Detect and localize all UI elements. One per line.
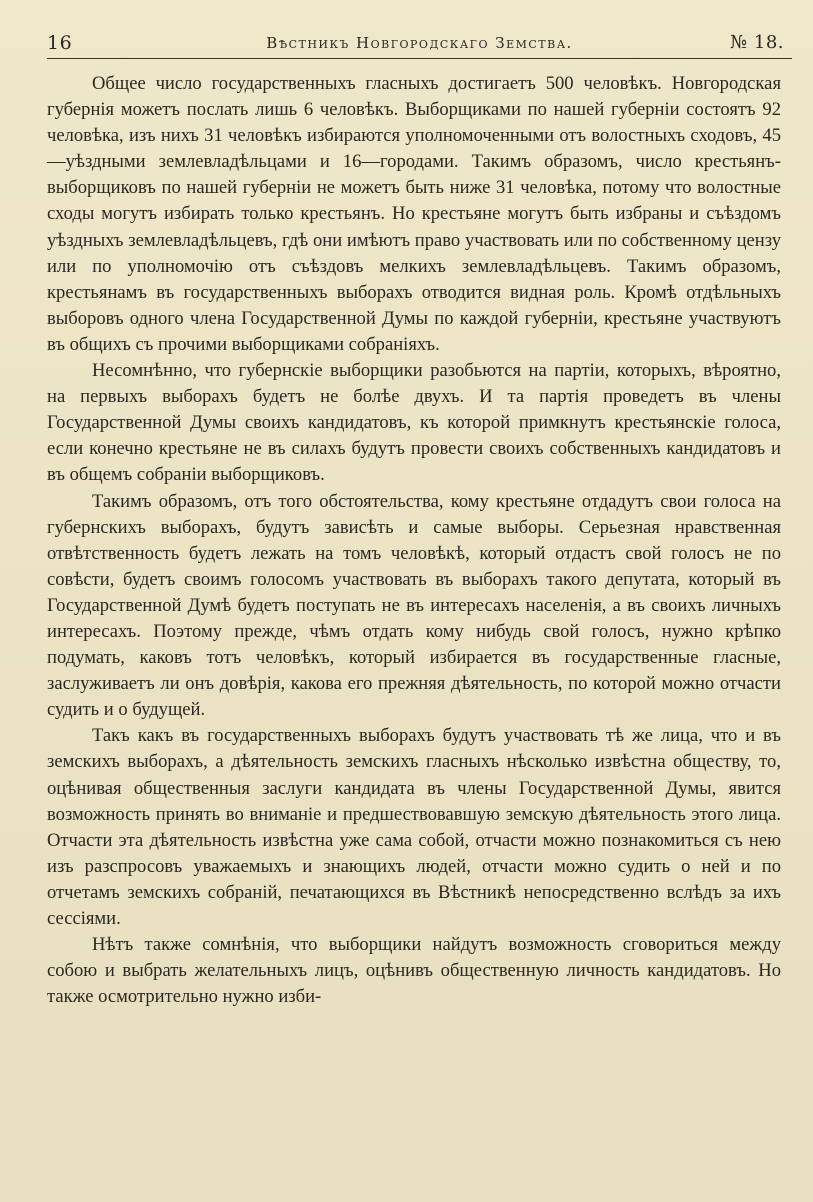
paragraph: Несомнѣнно, что губернскіе выборщики разобьются на партіи, которыхъ, вѣроятно, на первыхъ выборахъ будетъ не болѣе двухъ. И та партія проведетъ въ члены Государственной Думы своихъ кандидатовъ, къ которой примкнутъ крестьянскіе голоса, если конечно крестьяне не въ силахъ будутъ провести своихъ собственныхъ кандидатовъ и въ общемъ собраніи выборщиковъ.	[47, 360, 781, 486]
article-body	[47, 71, 781, 1010]
journal-title: Вѣстникъ Новгородскаго Земства.	[266, 34, 573, 52]
paragraph: Такимъ образомъ, отъ того обстоятельства, кому крестьяне отдадутъ свои голоса на губернскихъ выборахъ, будутъ зависѣть и самые выборы. Серьезная нравственная отвѣтственность будетъ лежать на томъ человѣкѣ, который отдастъ свой голосъ не по совѣсти, будетъ своимъ голосомъ участвовать въ выборахъ такого депутата, который въ Государственной Думѣ будетъ поступать не въ интересахъ населенія, а въ своихъ личныхъ интересахъ. Поэтому прежде, чѣмъ отдать кому нибудь свой голосъ, нужно крѣпко подумать, каковъ тотъ человѣкъ, который избирается въ государственные гласные, заслуживаетъ ли онъ довѣрія, какова его прежняя дѣятельность, по которой можно отчасти судить и о будущей.	[47, 490, 781, 721]
issue-number: № 18.	[730, 32, 784, 53]
paragraph: Общее число государственныхъ гласныхъ достигаетъ 500 человѣкъ. Новгородская губернія можетъ послать лишь 6 человѣкъ. Выборщиками по нашей губерніи состоятъ 92 человѣка, изъ нихъ 31 человѣкъ избираются уполномоченными отъ волостныхъ сходовъ, 45—уѣздными землевладѣльцами и 16—городами. Такимъ образомъ, число крестьянъ-выборщиковъ по нашей губерніи не можетъ быть ниже 31 человѣка, потому что волостные сходы могутъ избирать только крестьянъ. Но крестьяне могутъ быть избраны и съѣздомъ уѣздныхъ землевладѣльцевъ, гдѣ они имѣютъ право участвовать или по собственному цензу или по уполномочію отъ съѣздовъ мелкихъ землевладѣльцевъ. Такимъ образомъ, крестьянамъ въ государственныхъ выборахъ отводится видная роль. Кромѣ отдѣльныхъ выборовъ одного члена Государственной Думы по каждой губерніи, крестьяне участвуютъ въ общихъ съ прочими выборщиками собраніяхъ.	[47, 73, 781, 355]
running-header	[47, 30, 792, 59]
paragraph: Такъ какъ въ государственныхъ выборахъ будутъ участвовать тѣ же лица, что и въ земскихъ выборахъ, а дѣятельность земскихъ гласныхъ нѣсколько извѣстна обществу, то, оцѣнивая общественныя заслуги кандидата въ члены Государственной Думы, явится возможность принять во вниманіе и предшествовавшую земскую дѣятельность этого лица. Отчасти эта дѣятельность извѣстна уже сама собой, отчасти можно познакомиться съ нею изъ разспросовъ уважаемыхъ и знающихъ людей, отчасти можно судить о ней и по отчетамъ земскихъ собраній, печатающихся въ Вѣстникѣ непосредственно вслѣдъ за ихъ сессіями.	[47, 725, 781, 929]
paragraph: Нѣтъ также сомнѣнія, что выборщики найдутъ возможность сговориться между собою и выбрать желательныхъ лицъ, оцѣнивъ общественную личность кандидатовъ. Но также осмотрительно нужно изби-	[47, 934, 781, 1008]
page-number: 16	[47, 32, 73, 54]
